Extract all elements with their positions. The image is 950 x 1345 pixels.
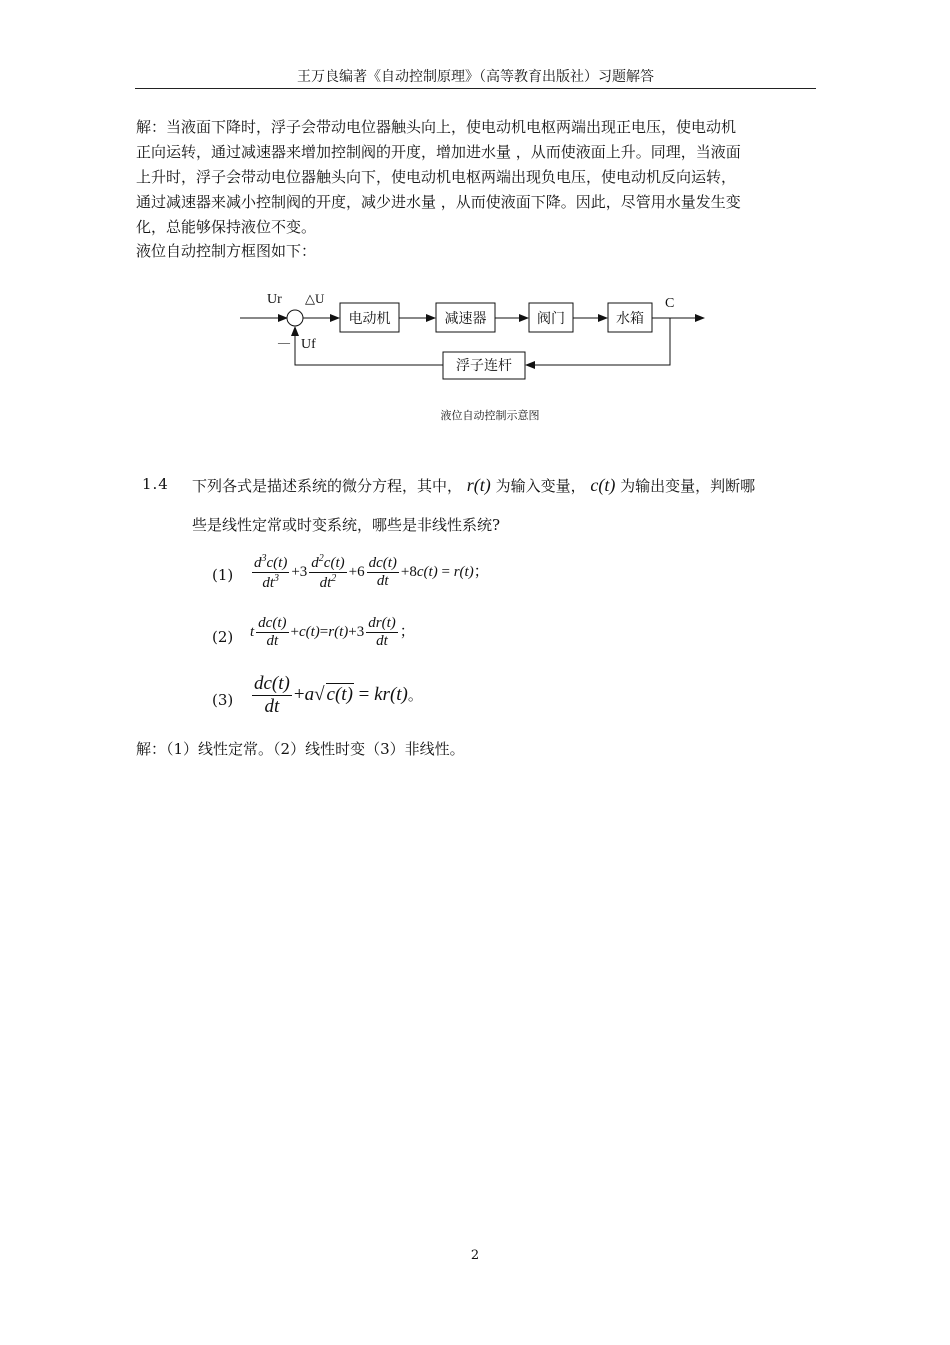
block-diagram bbox=[0, 0, 950, 430]
error-label: △U bbox=[305, 291, 325, 306]
block-valve-label: 阀门 bbox=[537, 312, 565, 327]
block-float-linkage-label: 浮子连杆 bbox=[456, 359, 512, 374]
diagram-caption: 液位自动控制示意图 bbox=[440, 409, 540, 422]
equation-3-label: (3) bbox=[212, 691, 234, 709]
summing-junction bbox=[287, 310, 303, 326]
output-variable: c(t) bbox=[590, 475, 616, 495]
solution-line: 通过减速器来减小控制阀的开度，减少进水量 ，从而使液面下降。因此，尽管用水量发生变 bbox=[136, 193, 741, 211]
equation-1: $\frac{d^3c(t)}{dt^3}$ +3 $\frac{d^2c(t)}{dt^2}$ +6 $\frac{dc(t)}{dt}$ +8c(t) = r(t)； bbox=[254, 553, 489, 591]
solution-line: 上升时，浮子会带动电位器触头向下，使电动机电枢两端出现负电压，使电动机反向运转， bbox=[136, 168, 737, 186]
equation-2: t $\frac{dc(t)}{dt}$ +c(t)=r(t)+3 $\frac{dr(t)}{dt}$ ； bbox=[250, 615, 415, 649]
minus-sign: — bbox=[278, 335, 290, 349]
solution-line: 解：当液面下降时，浮子会带动电位器触头向上，使电动机电枢两端出现正电压，使电动机 bbox=[136, 118, 737, 136]
page-number: 2 bbox=[470, 1248, 480, 1263]
feedback-path-out bbox=[295, 327, 443, 365]
solution-line: 正向运转，通过减速器来增加控制阀的开度，增加进水量 ，从而使液面上升。同理，当液面 bbox=[136, 143, 741, 161]
solution-line: 化，总能够保持液位不变。 bbox=[136, 218, 317, 236]
problem-statement-line2: 些是线性定常或时变系统，哪些是非线性系统? bbox=[192, 516, 501, 534]
problem-text: 为输出变量，判断哪 bbox=[620, 477, 756, 495]
block-reducer-label: 减速器 bbox=[444, 312, 487, 327]
input-label: Ur bbox=[267, 292, 282, 307]
equation-1-label: (1) bbox=[212, 566, 234, 584]
block-motor-label: 电动机 bbox=[348, 312, 391, 327]
output-label: C bbox=[665, 296, 675, 311]
problem-statement-line1 bbox=[192, 475, 755, 496]
equation-2-end: ； bbox=[399, 623, 415, 640]
input-variable: r(t) bbox=[466, 475, 491, 495]
equation-2-label: (2) bbox=[212, 628, 234, 646]
problem-number: 1.4 bbox=[142, 475, 169, 493]
problem-text: 为输入变量， bbox=[495, 477, 586, 495]
feedback-label: Uf bbox=[301, 337, 316, 352]
page-header: 王万良编著《自动控制原理》（高等教育出版社）习题解答 bbox=[297, 69, 654, 85]
problem-text: 下列各式是描述系统的微分方程，其中， bbox=[192, 477, 463, 495]
diagram-intro: 液位自动控制方框图如下： bbox=[136, 242, 317, 260]
problem-answer: 解：（1）线性定常。（2）线性时变（3）非线性。 bbox=[136, 740, 465, 758]
equation-1-end: ； bbox=[473, 563, 489, 580]
equation-3-end: 。 bbox=[407, 687, 423, 704]
equation-3: $\frac{dc(t)}{dt}$ +a√ c(t) = kr(t)。 bbox=[254, 673, 423, 717]
block-water-tank-label: 水箱 bbox=[616, 312, 644, 327]
